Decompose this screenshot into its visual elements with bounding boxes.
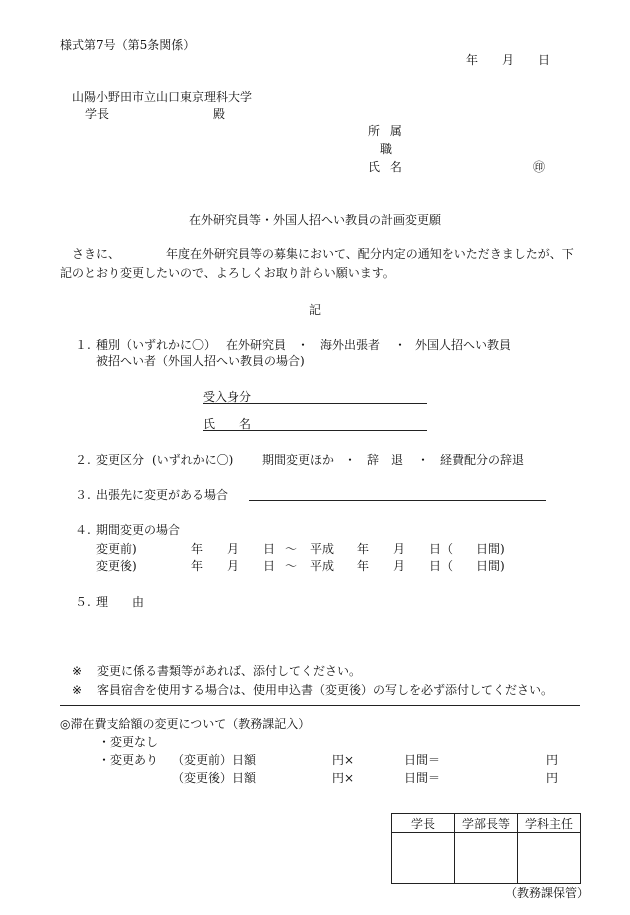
period-after-month2: 月 bbox=[393, 559, 406, 573]
approval-header-chair: 学科主任 bbox=[518, 814, 581, 833]
item2-option-decline: 辞 退 bbox=[367, 453, 404, 467]
period-before-day2: 日（ bbox=[429, 542, 454, 556]
applicant-affiliation-label: 所 属 bbox=[368, 124, 402, 138]
item1-sub-label: 被招へい者（外国人招へい教員の場合) bbox=[96, 354, 305, 368]
item1-separator-2: ・ bbox=[394, 338, 407, 352]
approval-stamp-chair[interactable] bbox=[518, 833, 581, 884]
keeper-note: （教務課保管） bbox=[505, 886, 590, 900]
note-mark: ※ bbox=[72, 664, 83, 678]
item2-separator-2: ・ bbox=[417, 453, 430, 467]
period-after-day: 日 bbox=[263, 559, 276, 573]
item1-option-traveler: 海外出張者 bbox=[320, 338, 381, 352]
note-documents: 変更に係る書類等があれば、添付してください。 bbox=[97, 664, 362, 678]
item3-label: 出張先に変更がある場合 bbox=[96, 488, 229, 502]
period-after-tilde: 〜 bbox=[285, 559, 298, 573]
item2-option-budget-decline: 経費配分の辞退 bbox=[440, 453, 525, 467]
item5-number: ５. bbox=[75, 595, 91, 609]
document-title: 在外研究員等・外国人招へい教員の計画変更願 bbox=[188, 213, 441, 227]
stipend-changed: ・変更あり bbox=[98, 753, 159, 767]
period-before-year2: 年 bbox=[357, 542, 370, 556]
ki-heading: 記 bbox=[308, 303, 321, 317]
addressee-org: 山陽小野田市立山口東京理科大学 bbox=[72, 90, 253, 104]
period-before-day: 日 bbox=[263, 542, 276, 556]
form-number: 様式第7号（第5条関係） bbox=[60, 38, 196, 52]
item2-separator-1: ・ bbox=[344, 453, 357, 467]
intro-line1-start: さきに、 bbox=[72, 247, 121, 261]
period-before-month2: 月 bbox=[393, 542, 406, 556]
section-divider bbox=[60, 705, 580, 706]
addressee-honorific: 殿 bbox=[213, 107, 226, 121]
period-after-year2: 年 bbox=[357, 559, 370, 573]
period-after-month: 月 bbox=[227, 559, 240, 573]
stipend-before-total: 円 bbox=[546, 753, 559, 767]
stipend-after-yen: 円× bbox=[332, 771, 355, 785]
stipend-no-change: ・変更なし bbox=[98, 735, 159, 749]
applicant-name-label: 氏 名 bbox=[368, 160, 402, 174]
approval-stamp-dean[interactable] bbox=[455, 833, 518, 884]
approval-header-president: 学長 bbox=[392, 814, 455, 833]
invitee-name-line[interactable] bbox=[203, 430, 427, 431]
date-day-label: 日 bbox=[538, 53, 551, 67]
invitee-status-label: 受入身分 bbox=[203, 390, 252, 404]
intro-line1-rest: 年度在外研究員等の募集において、配分内定の通知をいただきましたが、下 bbox=[166, 247, 574, 261]
item2-option-period: 期間変更ほか bbox=[262, 453, 335, 467]
date-month-label: 月 bbox=[502, 53, 515, 67]
item1-separator-1: ・ bbox=[297, 338, 310, 352]
date-year-label: 年 bbox=[466, 53, 479, 67]
note-mark: ※ bbox=[72, 683, 83, 697]
invitee-status-line[interactable] bbox=[203, 403, 427, 404]
period-before-era: 平成 bbox=[310, 542, 335, 556]
stipend-before-label: （変更前）日額 bbox=[172, 753, 257, 767]
stipend-after-total: 円 bbox=[546, 771, 559, 785]
period-after-era: 平成 bbox=[310, 559, 335, 573]
item2-label: 変更区分 bbox=[96, 453, 145, 467]
period-after-day2: 日（ bbox=[429, 559, 454, 573]
period-before-tilde: 〜 bbox=[285, 542, 298, 556]
item3-number: ３. bbox=[75, 488, 91, 502]
item4-number: ４. bbox=[75, 523, 91, 537]
item1-option-researcher: 在外研究員 bbox=[226, 338, 287, 352]
approval-header-dean: 学部長等 bbox=[455, 814, 518, 833]
applicant-position-label: 職 bbox=[380, 142, 393, 156]
stipend-before-yen: 円× bbox=[332, 753, 355, 767]
item5-label: 理 由 bbox=[96, 595, 145, 609]
invitee-name-label: 氏 名 bbox=[203, 417, 252, 431]
stipend-before-days: 日間＝ bbox=[404, 753, 441, 767]
period-before-month: 月 bbox=[227, 542, 240, 556]
period-after-year: 年 bbox=[191, 559, 204, 573]
period-before-label: 変更前) bbox=[96, 542, 137, 556]
destination-change-line[interactable] bbox=[249, 500, 546, 501]
seal-mark: ㊞ bbox=[533, 160, 546, 174]
approval-stamp-president[interactable] bbox=[392, 833, 455, 884]
item2-number: ２. bbox=[75, 453, 91, 467]
period-before-days: 日間) bbox=[476, 542, 505, 556]
item1-number: １. bbox=[75, 338, 91, 352]
stipend-after-days: 日間＝ bbox=[404, 771, 441, 785]
period-before-year: 年 bbox=[191, 542, 204, 556]
period-after-label: 変更後) bbox=[96, 559, 137, 573]
intro-line2: 記のとおり変更したいので、よろしくお取り計らい願います。 bbox=[60, 266, 395, 280]
period-after-days: 日間) bbox=[476, 559, 505, 573]
item4-label: 期間変更の場合 bbox=[96, 523, 181, 537]
stipend-heading: ◎滞在費支給額の変更について（教務課記入） bbox=[60, 717, 311, 731]
approval-stamp-table bbox=[391, 813, 581, 884]
item1-option-invited: 外国人招へい教員 bbox=[415, 338, 512, 352]
note-guest-house: 客員宿舎を使用する場合は、使用申込書（変更後）の写しを必ず添付してください。 bbox=[97, 683, 554, 697]
item2-hint: (いずれかに〇) bbox=[152, 453, 234, 467]
addressee-title: 学長 bbox=[85, 107, 110, 121]
item1-label: 種別（いずれかに〇） bbox=[96, 338, 217, 352]
stipend-after-label: （変更後）日額 bbox=[172, 771, 257, 785]
